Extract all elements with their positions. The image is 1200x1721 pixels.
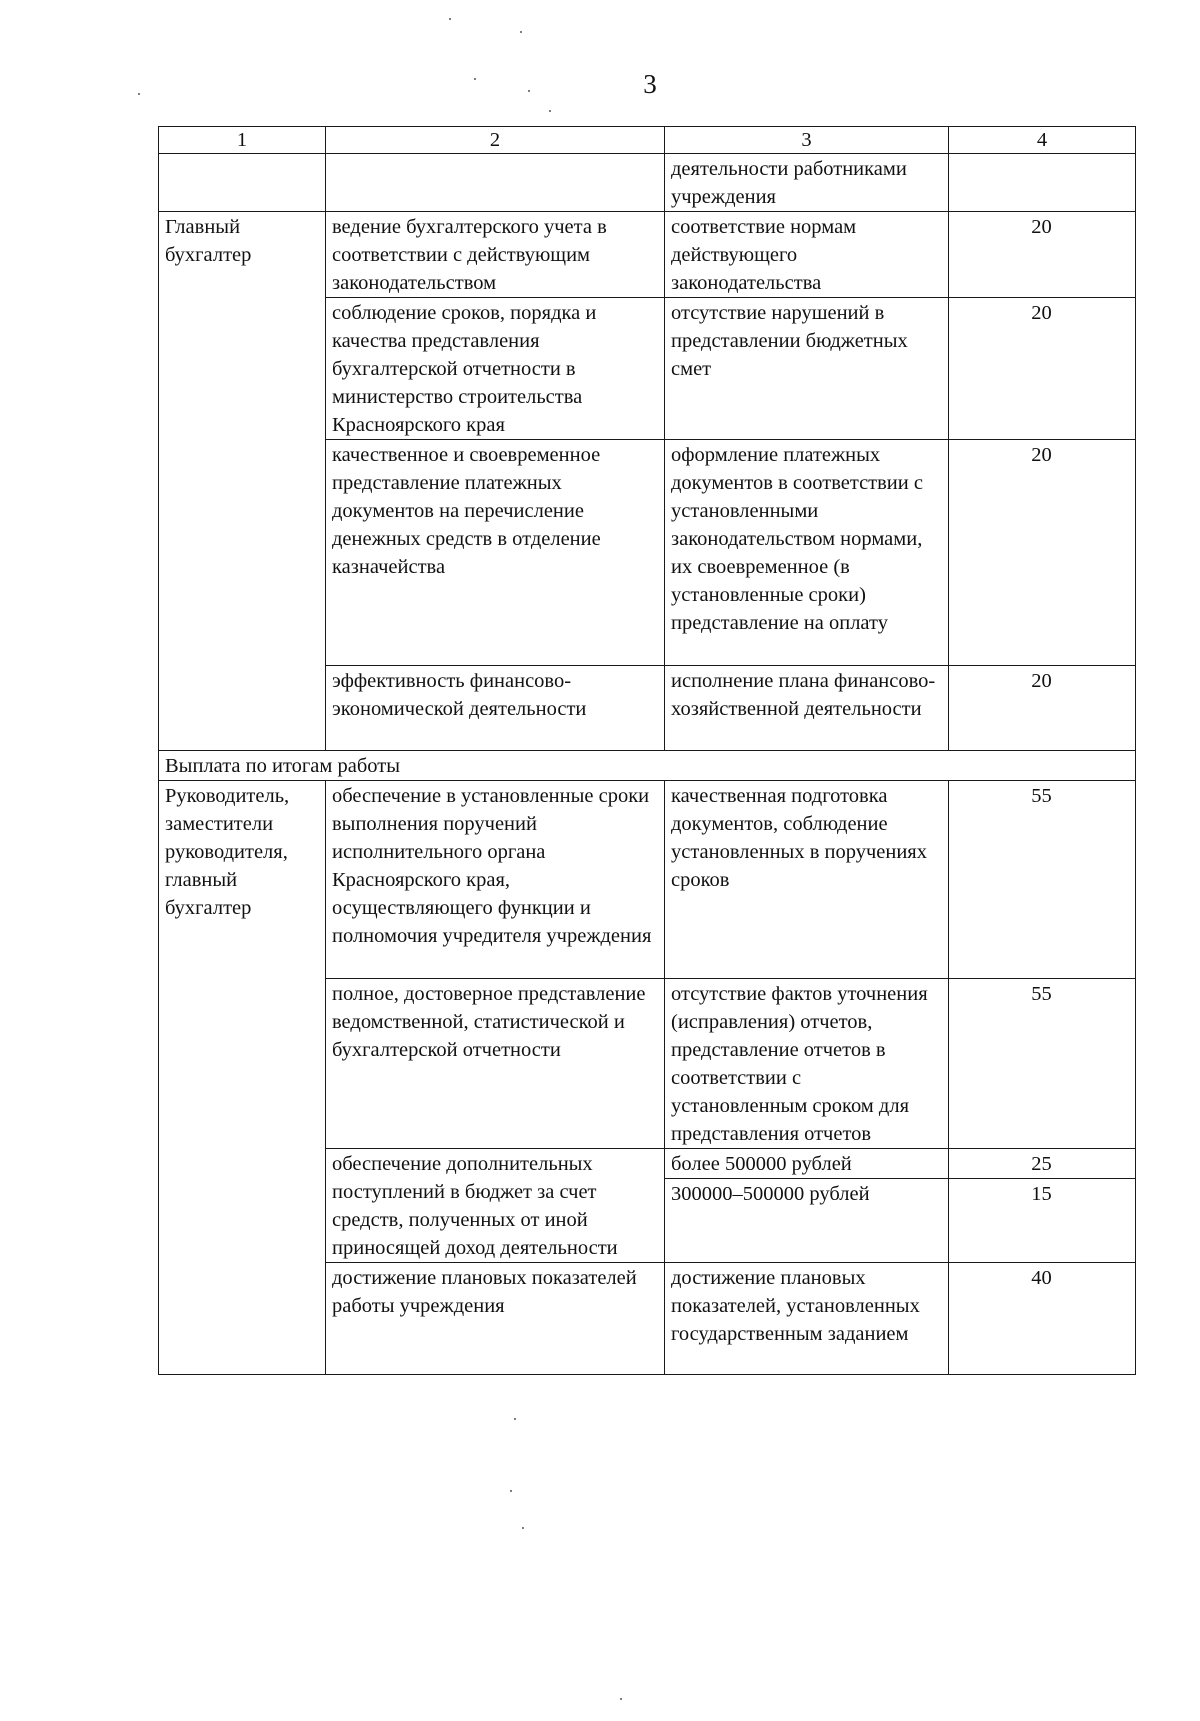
- scan-speck: [549, 110, 551, 112]
- table-row: [159, 1149, 1136, 1179]
- points-cell: [949, 154, 1136, 212]
- criterion-cell: качественное и своевременное представление платежных документов на перечисление денежных средств в отделение казначейства: [326, 440, 665, 666]
- criterion-cell: ведение бухгалтерского учета в соответствии с действующим законодательством: [326, 212, 665, 298]
- points-cell: 20: [949, 298, 1136, 440]
- criterion-cell: обеспечение в установленные сроки выполнения поручений исполнительного органа Красноярского края, осуществляющего функции и полномочия учредителя учреждения: [326, 781, 665, 979]
- condition-cell: отсутствие нарушений в представлении бюджетных смет: [665, 298, 949, 440]
- condition-cell: отсутствие фактов уточнения (исправления) отчетов, представление отчетов в соответствии с установленным сроком для представления отчетов: [665, 979, 949, 1149]
- position-cell: [159, 298, 326, 440]
- table-row: [159, 298, 1136, 440]
- condition-cell: деятельности работниками учреждения: [665, 154, 949, 212]
- condition-cell: соответствие нормам действующего законодательства: [665, 212, 949, 298]
- table-header-row: [159, 127, 1136, 154]
- section-title: Выплата по итогам работы: [159, 751, 1136, 781]
- scan-speck: [138, 93, 140, 95]
- condition-cell: исполнение плана финансово-хозяйственной деятельности: [665, 666, 949, 751]
- table-row: [159, 154, 1136, 212]
- criterion-cell: соблюдение сроков, порядка и качества представления бухгалтерской отчетности в министерство строительства Красноярского края: [326, 298, 665, 440]
- table-row: [159, 212, 1136, 298]
- table-row: [159, 781, 1136, 979]
- position-cell: [159, 1149, 326, 1179]
- table-row: [159, 440, 1136, 666]
- position-cell: [159, 440, 326, 666]
- criteria-table: [158, 126, 1136, 1375]
- points-cell: 20: [949, 212, 1136, 298]
- scan-speck: [474, 78, 476, 80]
- points-cell: 55: [949, 781, 1136, 979]
- scan-speck: [520, 31, 522, 33]
- criterion-cell: [326, 154, 665, 212]
- column-header: 4: [949, 127, 1136, 154]
- position-cell: Руководитель, заместители руководителя, главный бухгалтер: [159, 781, 326, 979]
- criterion-cell: обеспечение дополнительных поступлений в бюджет за счет средств, полученных от иной приносящей доход деятельности: [326, 1149, 665, 1263]
- criterion-cell: достижение плановых показателей работы учреждения: [326, 1263, 665, 1375]
- position-cell: Главный бухгалтер: [159, 212, 326, 298]
- points-cell: 55: [949, 979, 1136, 1149]
- position-cell: [159, 979, 326, 1149]
- condition-cell: достижение плановых показателей, установленных государственным заданием: [665, 1263, 949, 1375]
- table-row: [159, 979, 1136, 1149]
- scan-speck: [510, 1490, 512, 1492]
- table-row: [159, 1263, 1136, 1375]
- column-header: 1: [159, 127, 326, 154]
- column-header: 2: [326, 127, 665, 154]
- points-cell: 20: [949, 666, 1136, 751]
- scan-speck: [514, 1418, 516, 1420]
- scan-speck: [522, 1527, 524, 1529]
- page-number: 3: [643, 69, 657, 99]
- condition-cell: 300000–500000 рублей: [665, 1179, 949, 1263]
- scan-speck: [528, 90, 530, 92]
- points-cell: 40: [949, 1263, 1136, 1375]
- table-row: [159, 666, 1136, 751]
- condition-cell: более 500000 рублей: [665, 1149, 949, 1179]
- position-cell: [159, 1263, 326, 1375]
- column-header: 3: [665, 127, 949, 154]
- criterion-cell: эффективность финансово-экономической деятельности: [326, 666, 665, 751]
- criterion-cell: полное, достоверное представление ведомственной, статистической и бухгалтерской отчетности: [326, 979, 665, 1149]
- points-cell: 25: [949, 1149, 1136, 1179]
- condition-cell: качественная подготовка документов, соблюдение установленных в поручениях сроков: [665, 781, 949, 979]
- position-cell: [159, 1179, 326, 1263]
- section-title-row: [159, 751, 1136, 781]
- position-cell: [159, 154, 326, 212]
- points-cell: 20: [949, 440, 1136, 666]
- position-cell: [159, 666, 326, 751]
- scan-speck: [620, 1698, 622, 1700]
- points-cell: 15: [949, 1179, 1136, 1263]
- scan-speck: [449, 18, 451, 20]
- condition-cell: оформление платежных документов в соответствии с установленными законодательством нормами, их своевременное (в установленные сроки) представление на оплату: [665, 440, 949, 666]
